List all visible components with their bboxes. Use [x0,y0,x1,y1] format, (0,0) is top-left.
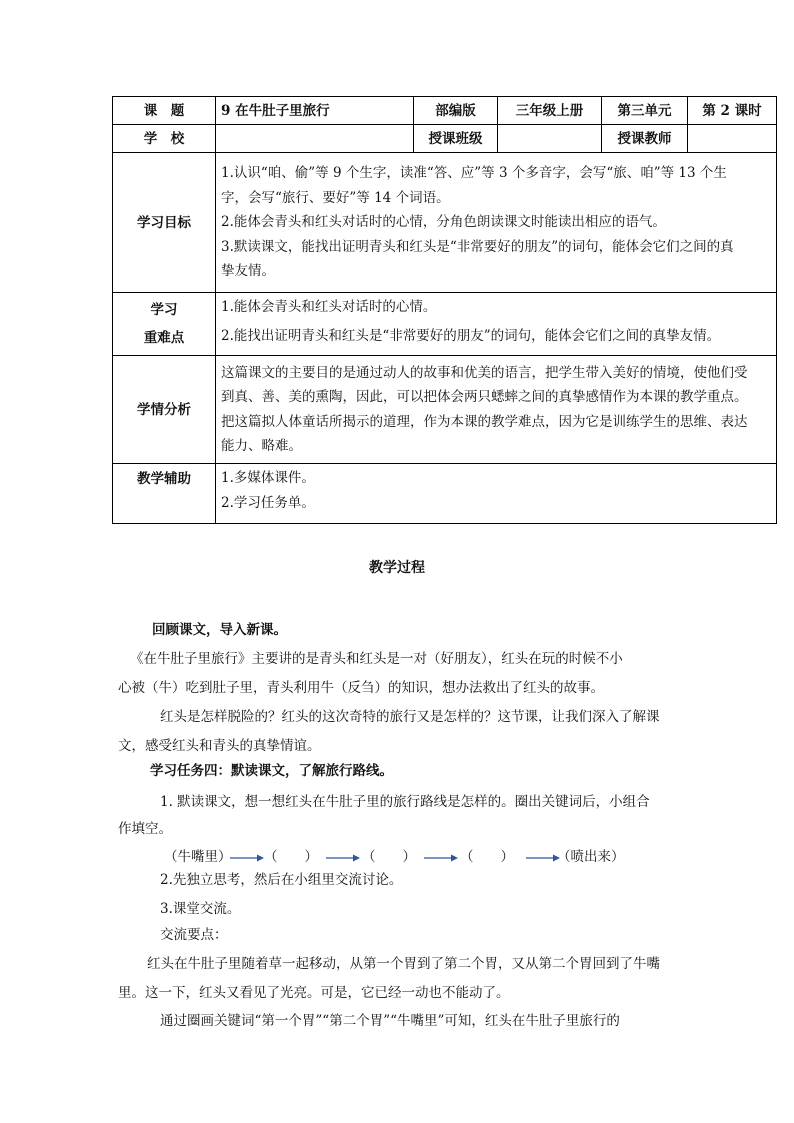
class-label: 授课班级 [414,125,498,153]
lesson-info-table [112,96,777,524]
row-aids [113,464,777,524]
goals-line: 2.能体会青头和红头对话时的心情，分角色朗读课文时能读出相应的语气。 [221,214,666,231]
arrow-right-icon [526,853,560,863]
flow-end: （喷出来） [557,849,625,865]
difficulty-label [113,293,216,356]
teacher-label: 授课教师 [602,125,688,153]
para-points-line2: 里。这一下，红头又看见了光亮。可是，它已经一动也不能动了。 [118,985,510,1001]
aids-line: 2.学习任务单。 [221,494,315,511]
analysis-line: 这篇课文的主要目的是通过动人的故事和优美的语言，把学生带入美好的情境，使他们受 [221,364,748,381]
row-school [113,125,777,153]
process-title: 教学过程 [369,560,425,576]
points-label: 交流要点： [160,927,228,943]
task1-line1: 1. 默读课文，想一想红头在牛肚子里的旅行路线是怎样的。圈出关键词后，小组合 [160,794,650,810]
goals-content [216,153,777,293]
school-value [216,125,414,153]
row-topic [113,97,777,125]
goals-line: 1.认识“咱、偷”等 9 个生字，读准“答、应”等 3 个多音字，会写“旅、咱”等 13 个生 [221,165,727,182]
flow-blank-2[interactable]: （ ） [362,849,416,865]
para-question-line2: 文，感受红头和青头的真挚情谊。 [118,738,321,754]
aids-line: 1.多媒体课件。 [221,470,315,486]
task1-line2: 作填空。 [118,821,172,837]
row-goals [113,153,777,293]
class-value [498,125,602,153]
para-summary-line2: 心被（牛）吃到肚子里，青头利用牛（反刍）的知识，想办法救出了红头的故事。 [118,680,604,696]
period: 第 2 课时 [688,97,777,125]
task3: 3.课堂交流。 [160,901,241,917]
flow-blank-1[interactable]: （ ） [264,849,318,865]
section-heading-task4: 学习任务四：默读课文，了解旅行路线。 [150,763,393,779]
grade: 三年级上册 [498,97,602,125]
analysis-line: 到真、善、美的熏陶，因此，可以把体会两只蟋蟀之间的真挚感情作为本课的教学重点。 [221,389,748,405]
difficulty-line: 1.能体会青头和红头对话时的心情。 [221,299,437,315]
difficulty-line: 2.能找出证明青头和红头是“非常要好的朋友”的词句，能体会它们之间的真挚友情。 [221,327,721,344]
arrow-right-icon [326,853,360,863]
flow-start: （牛嘴里） [164,849,232,865]
para-question-line1: 红头是怎样脱险的？红头的这次奇特的旅行又是怎样的？这节课，让我们深入了解课 [160,709,660,725]
arrow-right-icon [230,853,264,863]
difficulty-label-line1: 学习 [150,302,178,318]
aids-content [216,464,777,524]
topic-label: 课 题 [113,97,216,125]
difficulty-content [216,293,777,356]
section-heading-review: 回顾课文，导入新课。 [152,622,287,638]
route-flow [164,843,684,867]
analysis-label: 学情分析 [113,356,216,464]
goals-label: 学习目标 [113,153,216,293]
aids-label: 教学辅助 [113,464,216,524]
lesson-title: 9 在牛肚子里旅行 [216,97,414,125]
para-summary-line1: 《在牛肚子里旅行》主要讲的是青头和红头是一对（好朋友），红头在玩的时候不小 [130,651,623,667]
teacher-value [688,125,777,153]
goals-line: 3.默读课文，能找出证明青头和红头是“非常要好的朋友”的词句，能体会它们之间的真 [221,238,734,255]
para-keywords-line1: 通过圈画关键词“第一个胃”“第二个胃”“牛嘴里”可知，红头在牛肚子里旅行的 [160,1013,620,1029]
goals-line: 字，会写“旅行、要好”等 14 个词语。 [221,189,450,206]
analysis-content [216,356,777,464]
flow-blank-3[interactable]: （ ） [460,849,514,865]
row-difficulty [113,293,777,356]
row-analysis [113,356,777,464]
arrow-right-icon [424,853,458,863]
task2: 2.先独立思考，然后在小组里交流讨论。 [160,872,403,888]
edition: 部编版 [414,97,498,125]
analysis-line: 把这篇拟人体童话所揭示的道理，作为本课的教学难点，因为它是训练学生的思维、表达 [221,413,748,430]
unit: 第三单元 [602,97,688,125]
analysis-line: 能力、略难。 [221,438,302,454]
difficulty-label-line2: 重难点 [143,330,185,346]
para-points-line1: 红头在牛肚子里随着草一起移动，从第一个胃到了第二个胃，又从第二个胃回到了牛嘴 [147,956,660,972]
goals-line: 挚友情。 [221,263,275,280]
school-label: 学 校 [113,125,216,153]
